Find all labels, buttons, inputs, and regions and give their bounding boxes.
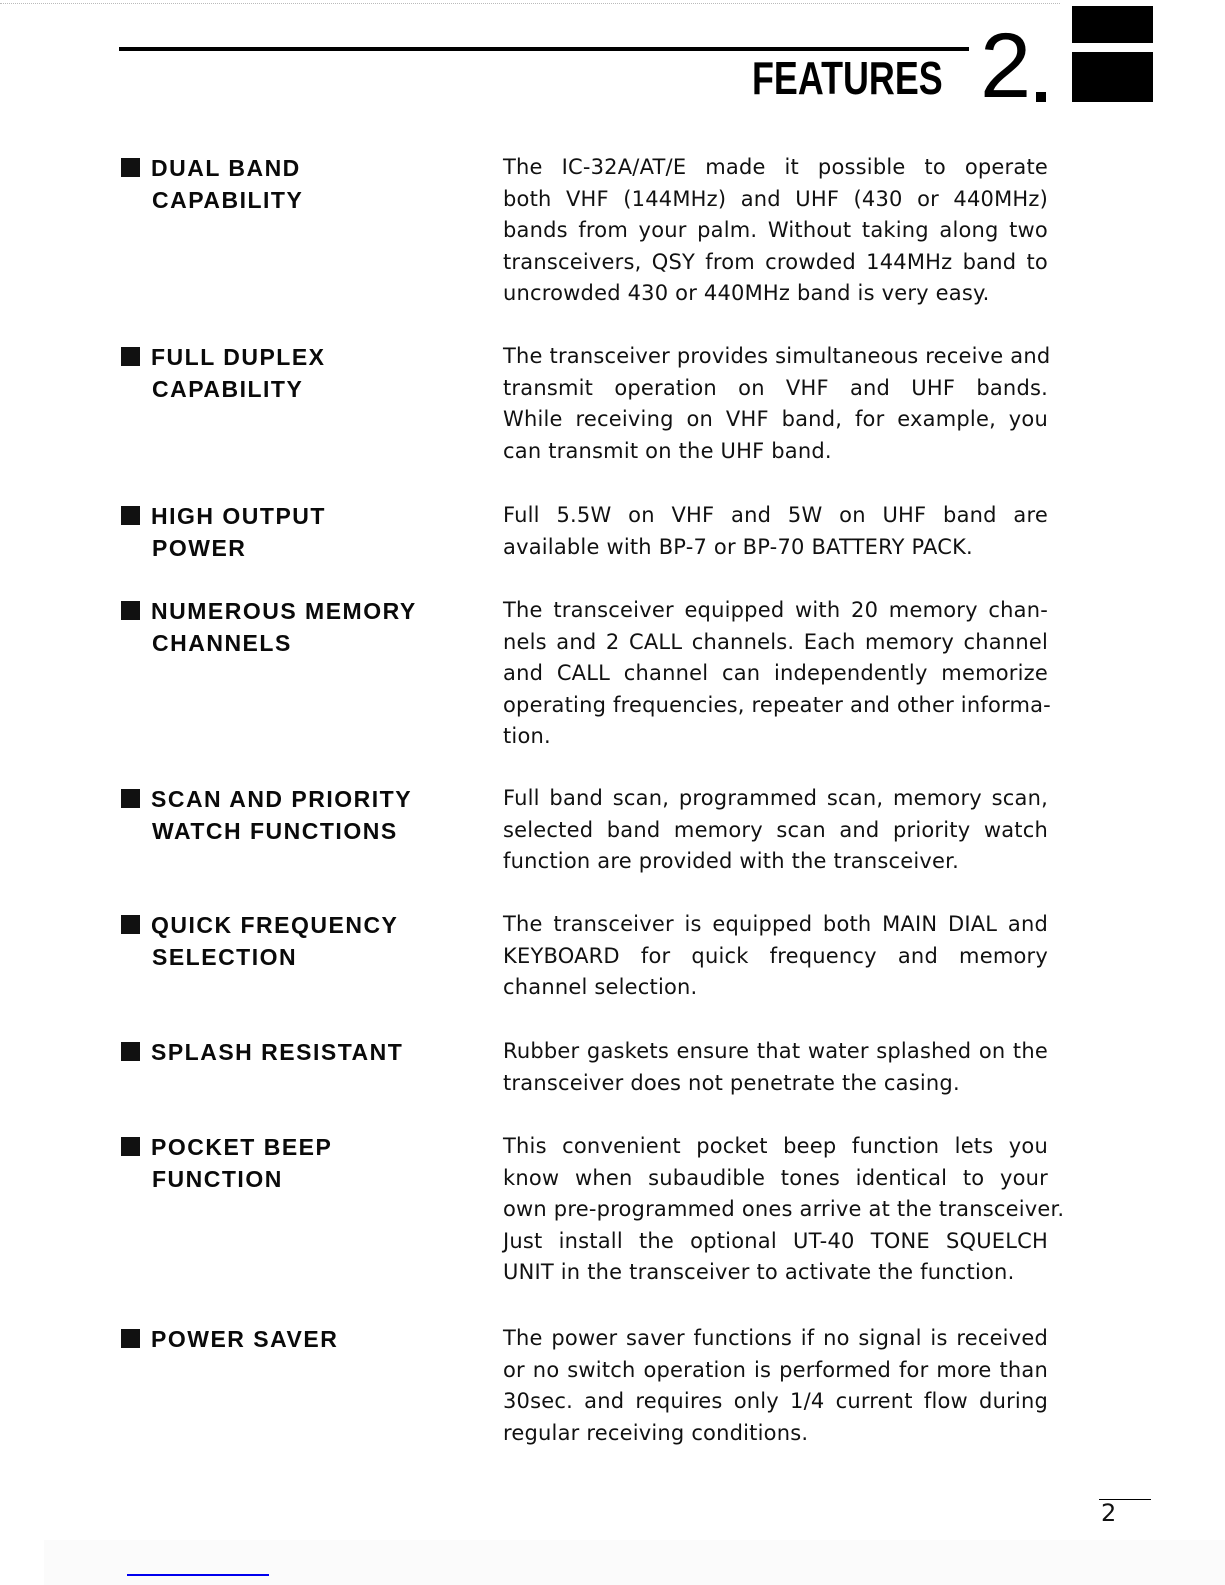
description-line: nels and 2 CALL channels. Each memory channel: [503, 629, 1048, 654]
feature-heading: [121, 152, 451, 216]
feature-heading-line2: CHANNELS: [152, 630, 292, 656]
description-line: function are provided with the transceiver.: [503, 849, 959, 873]
description-line: regular receiving conditions.: [503, 1420, 809, 1445]
feature-heading-line2: CAPABILITY: [152, 187, 304, 213]
description-line: The power saver functions if no signal is received: [503, 1326, 1048, 1350]
feature-description: [503, 595, 1051, 753]
feature-heading-line1: DUAL BAND: [151, 155, 301, 181]
description-line: The IC-32A/AT/E made it possible to operate: [503, 155, 1048, 179]
square-bullet-icon: [121, 1137, 140, 1156]
page-number: 2: [1099, 1499, 1151, 1526]
scan-artifact-line: [0, 3, 1060, 5]
square-bullet-icon: [121, 158, 140, 177]
feature-heading-line1: FULL DUPLEX: [151, 344, 326, 370]
feature-heading-line1: POWER SAVER: [151, 1326, 339, 1352]
feature-heading-line1: SPLASH RESISTANT: [151, 1039, 404, 1065]
feature-heading-line2: CAPABILITY: [152, 376, 304, 402]
feature-heading: [121, 783, 451, 847]
description-line: The transceiver provides simultaneous receive and: [503, 344, 1051, 368]
page-bottom-margin: [44, 1540, 1225, 1585]
description-line: and CALL channel can independently memorize: [503, 661, 1048, 685]
feature-description: [503, 152, 1048, 310]
square-bullet-icon: [121, 1329, 140, 1348]
description-line: Just install the optional UT-40 TONE SQUELCH: [503, 1228, 1048, 1253]
description-line: KEYBOARD for quick frequency and memory: [503, 943, 1048, 968]
feature-heading-line1: POCKET BEEP: [151, 1134, 333, 1160]
feature-description: [503, 341, 1051, 467]
description-line: uncrowded 430 or 440MHz band is very easy.: [503, 281, 990, 305]
description-line: selected band memory scan and priority watch: [503, 817, 1048, 842]
feature-description: [503, 500, 1048, 563]
feature-heading: [121, 1036, 451, 1068]
description-line: UNIT in the transceiver to activate the function.: [503, 1260, 1015, 1284]
feature-description: [503, 909, 1048, 1004]
description-line: operating frequencies, repeater and other informa-: [503, 692, 1051, 717]
description-line: transmit operation on VHF and UHF bands.: [503, 375, 1048, 400]
feature-heading-line2: WATCH FUNCTIONS: [152, 818, 398, 844]
feature-description: [503, 1036, 1048, 1099]
description-line: Rubber gaskets ensure that water splashed on the: [503, 1039, 1048, 1063]
description-line: own pre-programmed ones arrive at the transceiver.: [503, 1197, 1065, 1221]
chapter-number: 2: [980, 15, 1032, 117]
description-line: Full 5.5W on VHF and 5W on UHF band are: [503, 503, 1048, 527]
description-line: The transceiver equipped with 20 memory chan-: [503, 598, 1048, 622]
footer-link-underline[interactable]: [127, 1574, 269, 1576]
description-line: bands from your palm. Without taking along two: [503, 218, 1048, 242]
description-line: transceiver does not penetrate the casing.: [503, 1070, 960, 1095]
feature-heading-line1: SCAN AND PRIORITY: [151, 786, 413, 812]
feature-description: [503, 1323, 1048, 1449]
description-line: know when subaudible tones identical to your: [503, 1165, 1048, 1190]
description-line: The transceiver is equipped both MAIN DIAL and: [503, 912, 1048, 936]
square-bullet-icon: [121, 506, 140, 525]
description-line: Full band scan, programmed scan, memory scan,: [503, 786, 1048, 810]
square-bullet-icon: [121, 789, 140, 808]
feature-heading: [121, 595, 451, 659]
description-line: This convenient pocket beep function lets you: [503, 1134, 1048, 1158]
square-bullet-icon: [121, 915, 140, 934]
square-bullet-icon: [121, 601, 140, 620]
feature-heading-line2: SELECTION: [152, 944, 298, 970]
chapter-number-period: [1036, 92, 1046, 102]
feature-heading: [121, 341, 451, 405]
description-line: available with BP-7 or BP-70 BATTERY PACK.: [503, 534, 973, 559]
section-title: FEATURES: [752, 52, 943, 104]
square-bullet-icon: [121, 1042, 140, 1061]
description-line: While receiving on VHF band, for example, you: [503, 407, 1048, 431]
feature-heading-line1: QUICK FREQUENCY: [151, 912, 399, 938]
description-line: both VHF (144MHz) and UHF (430 or 440MHz): [503, 186, 1048, 211]
feature-heading-line1: NUMEROUS MEMORY: [151, 598, 417, 624]
feature-heading: [121, 1131, 451, 1195]
feature-heading-line2: FUNCTION: [152, 1166, 283, 1192]
feature-description: [503, 1131, 1065, 1289]
description-line: transceivers, QSY from crowded 144MHz band to: [503, 249, 1048, 274]
description-line: tion.: [503, 724, 551, 748]
feature-description: [503, 783, 1048, 878]
description-line: 30sec. and requires only 1/4 current flow during: [503, 1389, 1048, 1413]
description-line: or no switch operation is performed for more than: [503, 1357, 1048, 1382]
feature-heading: [121, 500, 451, 564]
chapter-tab-marker-lower: [1072, 52, 1153, 102]
feature-heading: [121, 909, 451, 973]
description-line: channel selection.: [503, 975, 698, 999]
chapter-tab-marker-upper: [1072, 6, 1153, 43]
feature-heading-line1: HIGH OUTPUT: [151, 503, 326, 529]
description-line: can transmit on the UHF band.: [503, 438, 832, 463]
feature-heading: [121, 1323, 451, 1355]
feature-heading-line2: POWER: [152, 535, 247, 561]
square-bullet-icon: [121, 347, 140, 366]
